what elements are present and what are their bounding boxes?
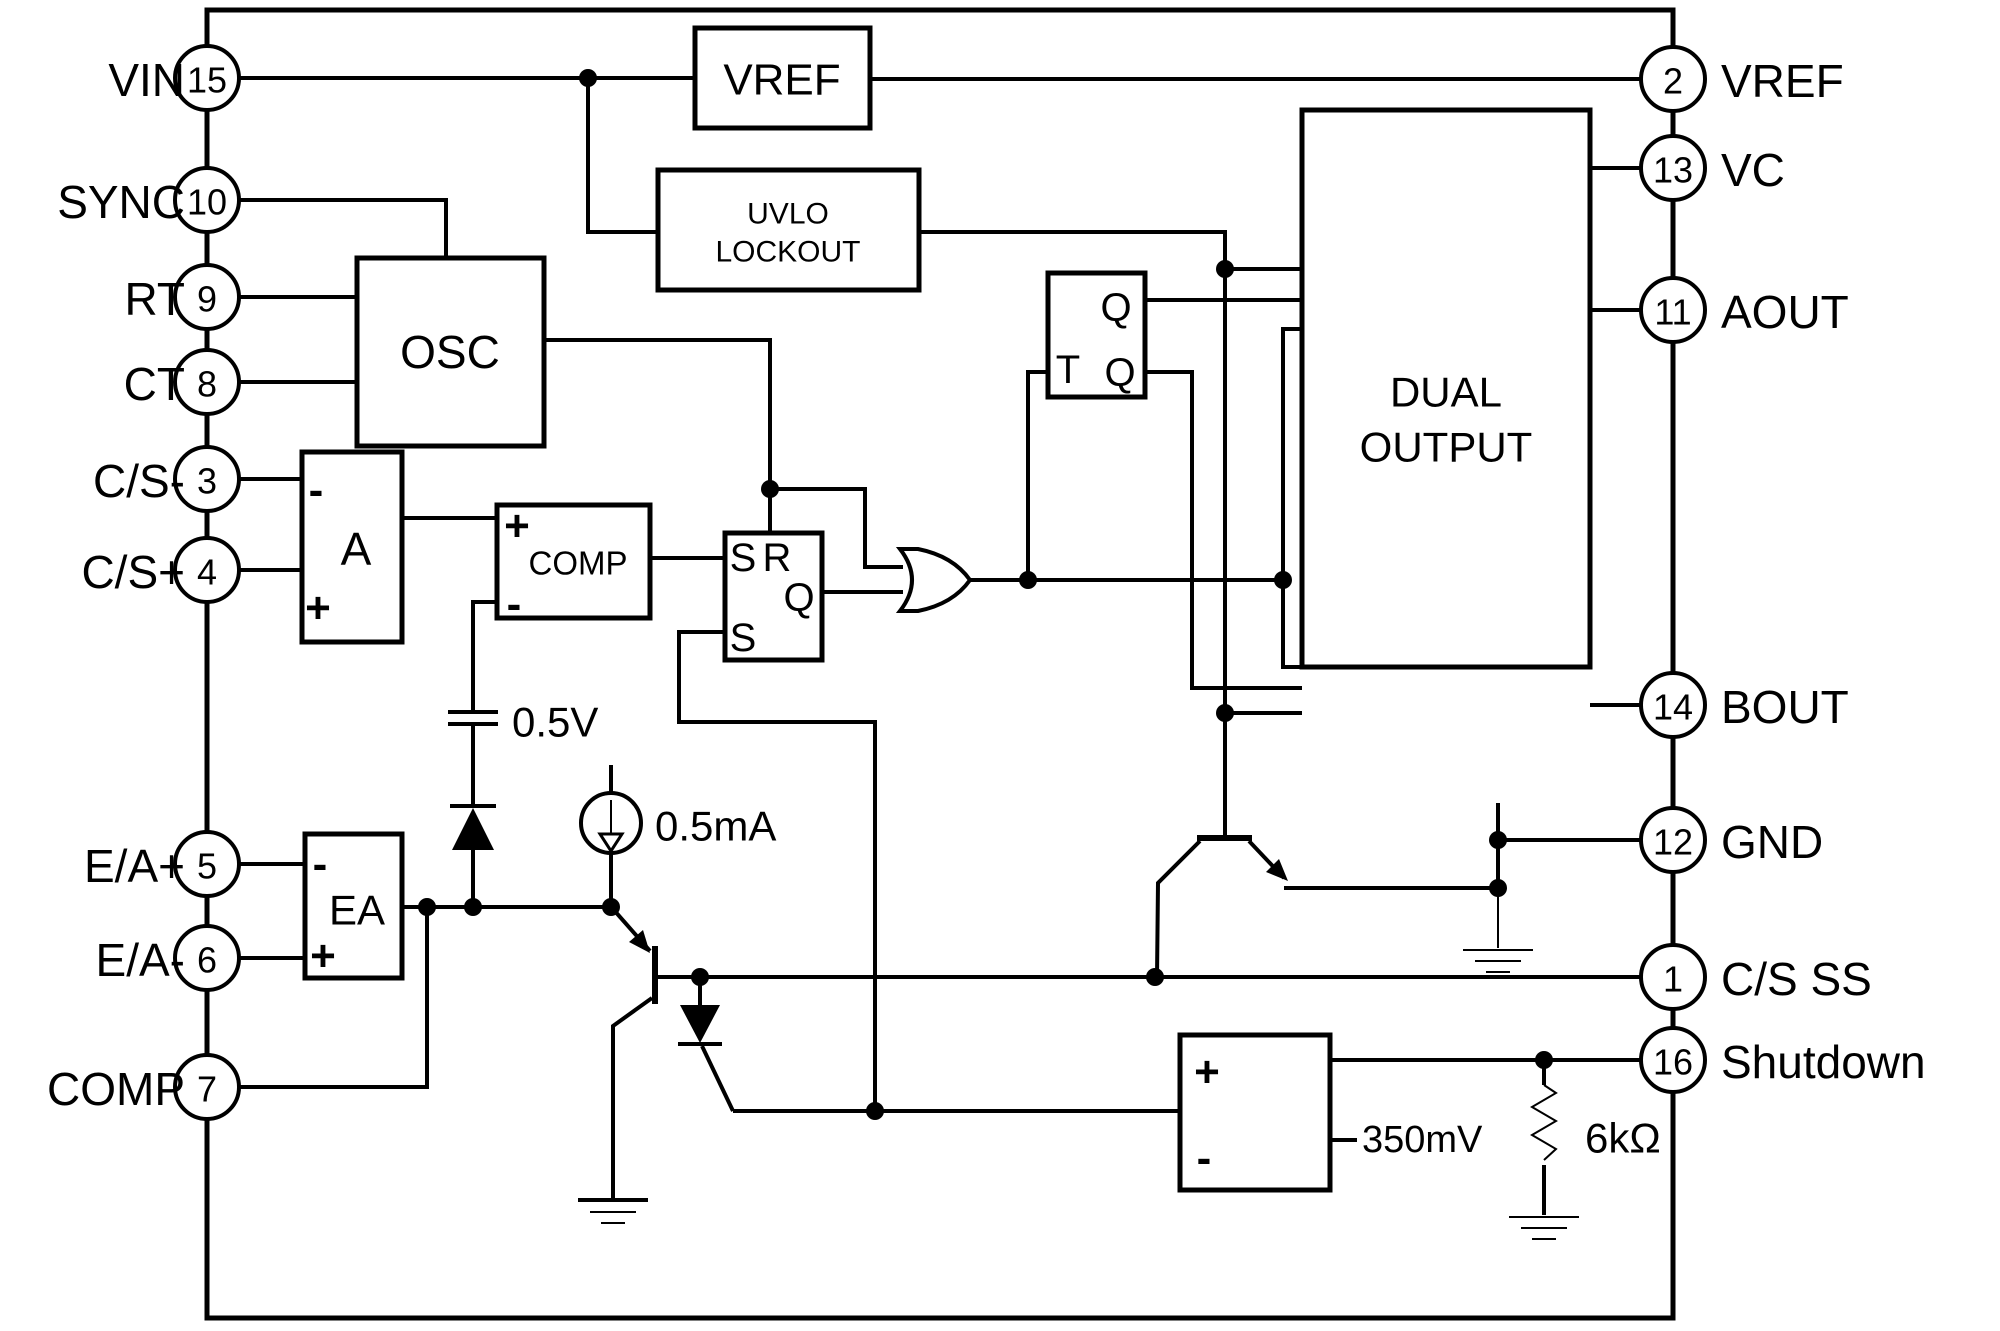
pin-number: 16 <box>1652 1041 1694 1083</box>
junction-dot <box>464 898 482 916</box>
comparator-label: COMP <box>528 544 628 582</box>
pwm-comparator-block <box>497 502 650 629</box>
pin-number: 6 <box>196 939 218 981</box>
junction-dot <box>1146 968 1164 986</box>
pin-comp <box>47 1055 239 1119</box>
junction-dot <box>866 1102 884 1120</box>
pin-number: 3 <box>196 460 218 502</box>
junction-dot <box>1489 831 1507 849</box>
amp-minus-sign: - <box>308 465 324 515</box>
error-amp-label: EA <box>328 886 386 934</box>
current-value: 0.5mA <box>655 802 777 850</box>
pin-label: E/A- <box>95 934 185 986</box>
dual-output-block <box>1302 110 1590 667</box>
junction-dot <box>761 480 779 498</box>
pin-label: C/S SS <box>1721 953 1872 1005</box>
osc-block <box>357 258 544 446</box>
uvlo-block <box>658 170 919 290</box>
ea-plus-sign: + <box>310 931 336 981</box>
junction-dot <box>602 898 620 916</box>
shdn-minus-sign: - <box>1196 1133 1212 1183</box>
pin-bout <box>1641 673 1849 737</box>
junction-dot <box>579 69 597 87</box>
dual-output-label-2: OUTPUT <box>1359 423 1533 471</box>
pin-number: 4 <box>196 551 218 593</box>
junction-dot <box>691 968 709 986</box>
latch-q: Q <box>783 576 815 620</box>
vref-label: VREF <box>723 55 841 105</box>
pin-shutdown <box>1641 1028 1926 1092</box>
pin-label: VIN <box>108 54 185 106</box>
junction-dot <box>1216 704 1234 722</box>
pin-label: AOUT <box>1721 286 1849 338</box>
pin-ea-plus <box>84 832 239 896</box>
pin-ct <box>124 350 239 414</box>
error-amp-block <box>305 834 402 981</box>
pin-label: CT <box>123 358 185 410</box>
amp-plus-sign: + <box>305 583 331 633</box>
pwm-latch-block <box>725 533 822 660</box>
pin-label: VC <box>1721 144 1785 196</box>
pin-vin <box>108 46 239 110</box>
pin-number: 9 <box>196 278 218 320</box>
pin-sync <box>57 168 239 232</box>
pin-label: C/S+ <box>81 546 185 598</box>
latch-r-top: R <box>762 536 792 580</box>
junction-dot <box>1489 879 1507 897</box>
pin-cs-plus <box>81 538 239 602</box>
pin-gnd <box>1641 808 1823 872</box>
pin-label: GND <box>1721 816 1824 868</box>
pin-cs-minus <box>93 447 239 511</box>
toggle-q-top: Q <box>1100 286 1132 330</box>
pin-label: BOUT <box>1721 681 1849 733</box>
junction-dot <box>1274 571 1292 589</box>
toggle-q-bottom: Q <box>1104 351 1136 395</box>
pin-label: C/S- <box>93 455 185 507</box>
current-sense-amp-block <box>302 452 402 642</box>
dual-output-label-1: DUAL <box>1389 368 1503 416</box>
pin-number: 15 <box>186 59 228 101</box>
pin-rt <box>125 265 240 329</box>
uvlo-label-1: UVLO <box>747 197 829 231</box>
uvlo-label-2: LOCKOUT <box>715 235 861 269</box>
comparator-plus-sign: + <box>504 501 530 551</box>
pin-vc <box>1641 136 1785 200</box>
junction-dot <box>1019 571 1037 589</box>
pin-number: 11 <box>1654 291 1692 333</box>
pin-number: 5 <box>196 845 218 887</box>
pin-number: 7 <box>196 1068 218 1110</box>
pin-number: 12 <box>1652 821 1694 863</box>
junction-dot <box>1535 1051 1553 1069</box>
shutdown-comparator-block <box>1180 1035 1330 1190</box>
toggle-t: T <box>1055 348 1081 392</box>
pin-ea-minus <box>96 926 239 990</box>
osc-label: OSC <box>400 326 500 378</box>
pin-label: E/A+ <box>83 840 185 892</box>
pin-number: 10 <box>186 181 228 223</box>
toggle-flipflop-block <box>1048 273 1145 397</box>
ea-minus-sign: - <box>312 839 328 889</box>
pin-label: RT <box>124 273 185 325</box>
junction-dot <box>1216 260 1234 278</box>
pin-aout <box>1641 278 1849 342</box>
vref-block <box>695 28 870 128</box>
pin-label: VREF <box>1721 55 1844 107</box>
shdn-plus-sign: + <box>1194 1047 1220 1097</box>
pin-cs-ss <box>1641 945 1872 1009</box>
pin-number: 1 <box>1662 958 1684 1000</box>
pin-vref <box>1641 47 1844 111</box>
pin-label: SYNC <box>57 176 185 228</box>
amp-label: A <box>340 523 372 575</box>
pin-label: Shutdown <box>1721 1036 1926 1088</box>
pin-number: 13 <box>1652 149 1694 191</box>
offset-value: 0.5V <box>512 698 599 746</box>
threshold-value: 350mV <box>1362 1119 1483 1161</box>
pin-number: 8 <box>196 363 218 405</box>
junction-dot <box>418 898 436 916</box>
pin-number: 14 <box>1652 686 1694 728</box>
latch-s-top: S <box>729 536 757 580</box>
pin-label: COMP <box>47 1063 185 1115</box>
pin-number: 2 <box>1662 60 1684 102</box>
comparator-minus-sign: - <box>506 579 522 629</box>
latch-s-bottom: S <box>729 616 757 660</box>
current-source-icon <box>581 793 776 853</box>
resistor-value: 6kΩ <box>1585 1114 1661 1162</box>
